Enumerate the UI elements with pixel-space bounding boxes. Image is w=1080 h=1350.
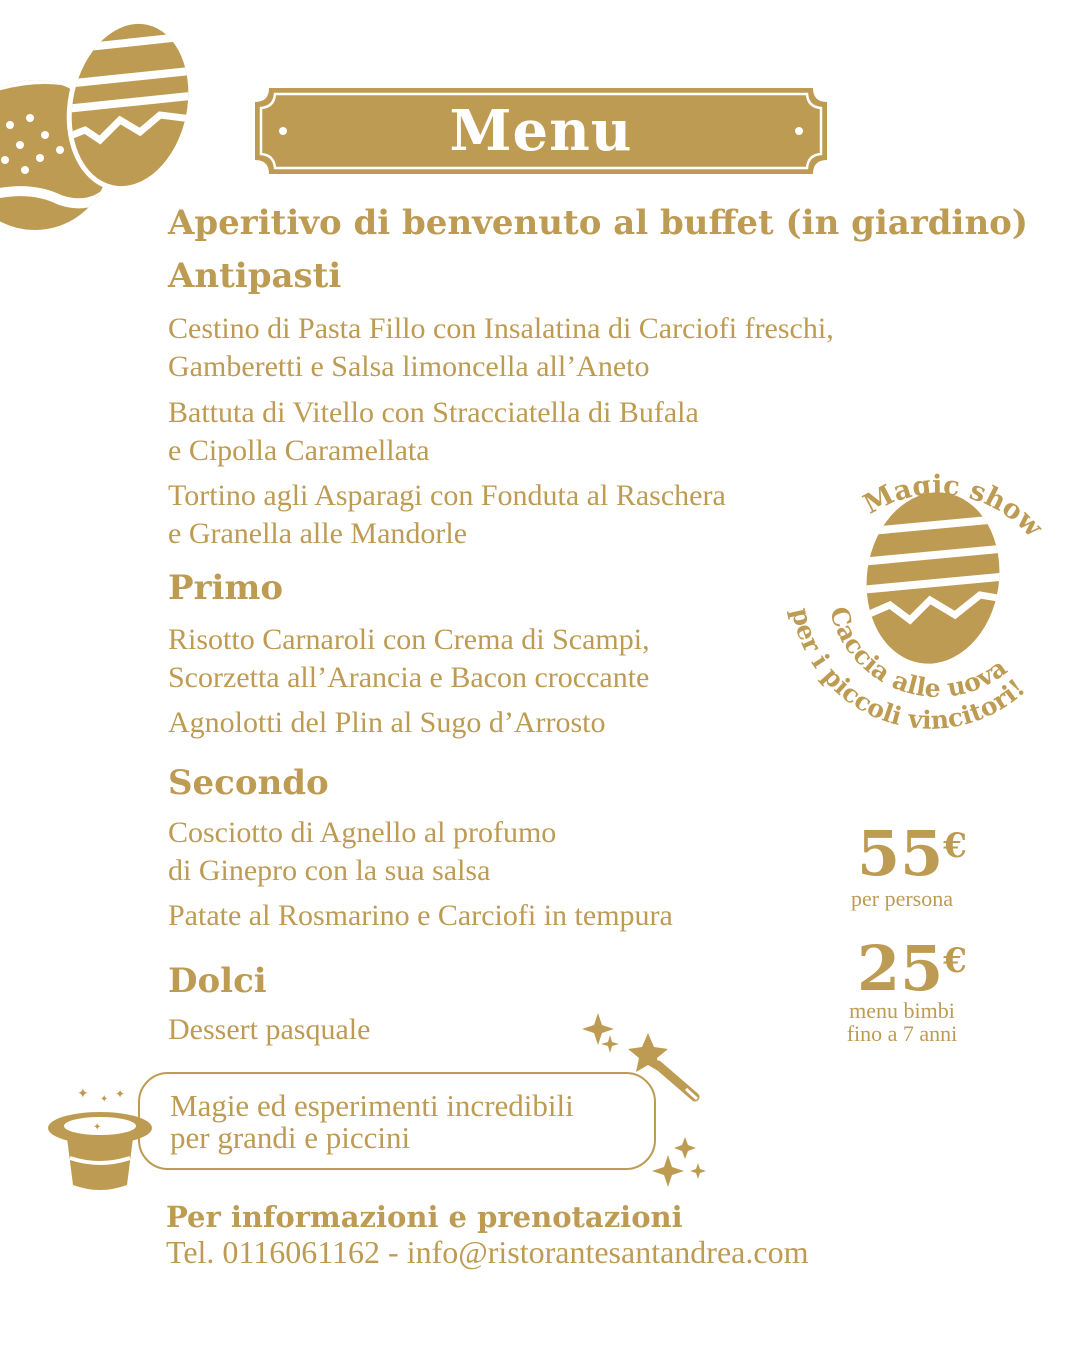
section-heading-dolci: Dolci [168, 961, 267, 1001]
svg-text:✦: ✦ [77, 1086, 89, 1102]
dish-line: Patate al Rosmarino e Carciofi in tempura [168, 899, 673, 932]
dish-item [168, 1011, 370, 1049]
dish-line: Agnolotti del Plin al Sugo d’Arrosto [168, 706, 606, 739]
price-kids-note-line1: menu bimbi [849, 998, 955, 1023]
price-adult [842, 815, 982, 890]
svg-text:✦: ✦ [115, 1087, 126, 1101]
dish-item [168, 477, 726, 553]
dish-line: e Granella alle Mandorle [168, 517, 468, 550]
dish-item [168, 704, 606, 742]
dish-item [168, 897, 673, 935]
badge-top-text: Magic show [858, 470, 1049, 544]
magic-line1: Magie ed esperimenti incredibili [170, 1088, 574, 1123]
dish-line: Cosciotto di Agnello al profumo [168, 816, 557, 849]
dish-line: Gamberetti e Salsa limoncella all’Aneto [168, 350, 650, 383]
price-kids-currency: € [943, 941, 967, 981]
dish-item [168, 814, 556, 890]
svg-text:✦: ✦ [93, 1122, 102, 1133]
dish-line: Tortino agli Asparagi con Fonduta al Raschera [168, 479, 726, 512]
badge-bottom-line1: Caccia alle uova [823, 603, 1013, 704]
dish-item [168, 394, 699, 470]
section-heading-antipasti: Antipasti [168, 256, 342, 296]
contact-details: Tel. 0116061162 - info@ristorantesantandrea.com [166, 1234, 809, 1270]
dish-line: Risotto Carnaroli con Crema di Scampi, [168, 623, 650, 656]
magic-wand-icon [580, 1005, 720, 1205]
dish-line: Scorzetta all’Arancia e Bacon croccante [168, 661, 650, 694]
price-adult-note: per persona [850, 886, 953, 911]
contact-label: Per informazioni e prenotazioni [166, 1200, 683, 1234]
price-adult-currency: € [943, 826, 967, 866]
dish-line: Cestino di Pasta Fillo con Insalatina di Carciofi freschi, [168, 312, 834, 345]
price-kids-amount: 25 [857, 932, 944, 1005]
price-adult-amount: 55 [857, 817, 944, 890]
dish-item [168, 621, 650, 697]
section-heading-primo: Primo [168, 568, 284, 608]
badge-bottom-line2: per i piccoli vincitori! [785, 605, 1031, 735]
dish-line: e Cipolla Caramellata [168, 434, 430, 467]
magic-info-text [170, 1090, 574, 1154]
page-title: Menu [449, 98, 633, 164]
dish-line: Dessert pasquale [168, 1013, 371, 1046]
price-kids-note-line2: fino a 7 anni [846, 1021, 958, 1046]
svg-text:✦: ✦ [100, 1094, 109, 1105]
magic-line2: per grandi e piccini [170, 1120, 411, 1155]
magic-show-badge [770, 440, 1050, 740]
dish-line: Battuta di Vitello con Stracciatella di Bufala [168, 396, 699, 429]
welcome-heading: Aperitivo di benvenuto al buffet (in giardino) [168, 203, 1028, 243]
section-heading-secondo: Secondo [168, 763, 329, 803]
dish-item [168, 310, 834, 386]
price-kids [842, 930, 982, 1005]
dish-line: di Ginepro con la sua salsa [168, 854, 491, 887]
